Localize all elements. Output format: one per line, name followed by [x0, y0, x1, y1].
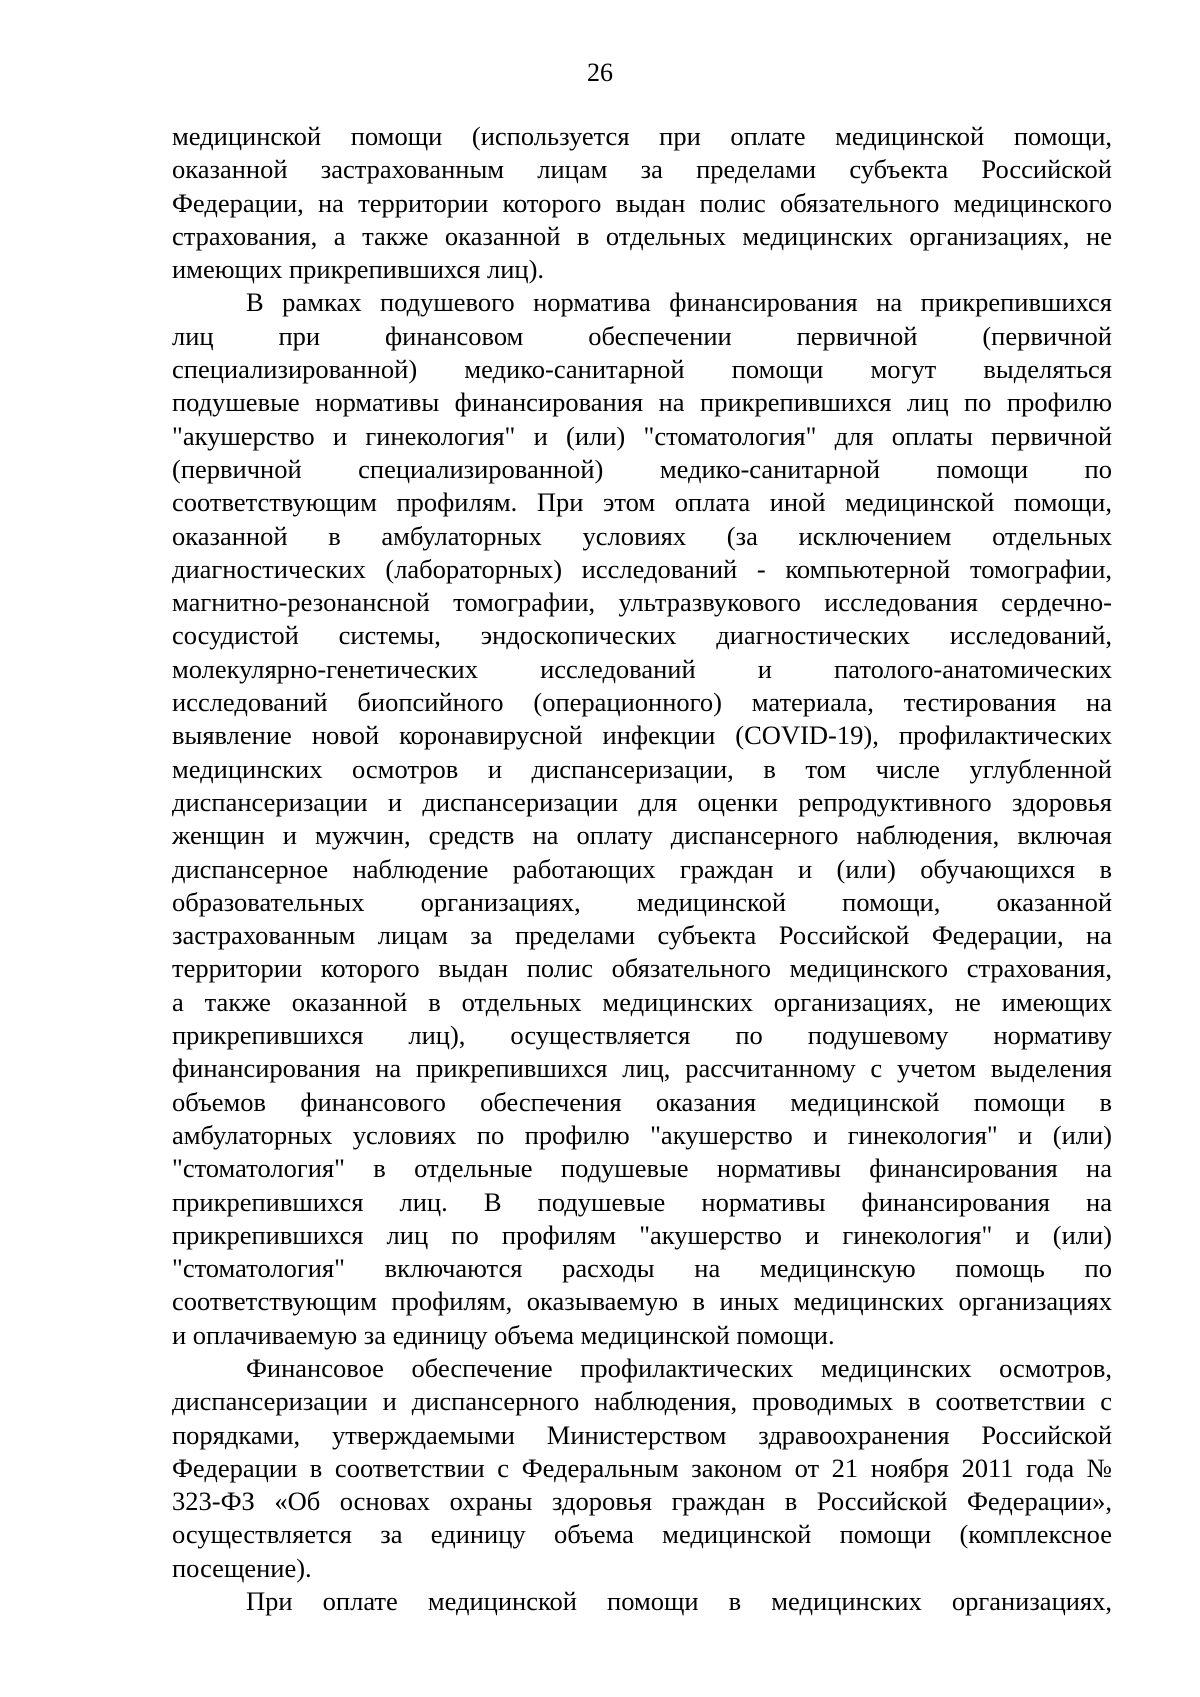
paragraph — [172, 1352, 1112, 1585]
text-line: образовательных организациях, медицинской помощи, оказанной — [172, 886, 1112, 917]
text-line: финансирования на прикрепившихся лиц, рассчитанному с учетом выделения — [172, 1053, 1112, 1084]
text-line: диспансеризации и диспансерного наблюдения, проводимых в соответствии с — [172, 1386, 1112, 1417]
text-line: а также оказанной в отдельных медицинских организациях, не имеющих — [172, 986, 1112, 1017]
text-line: При оплате медицинской помощи в медицинских организациях, — [246, 1586, 1112, 1617]
text-line: диагностических (лабораторных) исследований - компьютерной томографии, — [172, 553, 1112, 584]
text-line: диспансеризации и диспансеризации для оценки репродуктивного здоровья — [172, 786, 1112, 817]
text-line: 323-ФЗ «Об основах охраны здоровья граждан в Российской Федерации», — [172, 1486, 1112, 1517]
text-line: магнитно-резонансной томографии, ультразвукового исследования сердечно- — [172, 587, 1112, 618]
text-line: лиц при финансовом обеспечении первичной (первичной — [172, 320, 1112, 351]
text-line: (первичной специализированной) медико-санитарной помощи по — [172, 453, 1112, 484]
text-line: В рамках подушевого норматива финансирования на прикрепившихся — [246, 287, 1112, 318]
text-line: имеющих прикрепившихся лиц). — [172, 254, 545, 285]
text-line: исследований биопсийного (операционного) материала, тестирования на — [172, 687, 1112, 718]
text-line: посещение). — [172, 1552, 312, 1583]
text-line: территории которого выдан полис обязательного медицинского страхования, — [172, 953, 1112, 984]
text-line: Финансовое обеспечение профилактических медицинских осмотров, — [246, 1352, 1112, 1383]
text-line: специализированной) медико-санитарной помощи могут выделяться — [172, 354, 1112, 385]
text-line: выявление новой коронавирусной инфекции (COVID-19), профилактических — [172, 720, 1112, 751]
text-line: соответствующим профилям, оказываемую в иных медицинских организациях — [172, 1286, 1112, 1317]
text-line: прикрепившихся лиц по профилям "акушерство и гинекология" и (или) — [172, 1219, 1112, 1250]
text-line: соответствующим профилям. При этом оплата иной медицинской помощи, — [172, 487, 1112, 518]
text-line: прикрепившихся лиц), осуществляется по подушевому нормативу — [172, 1020, 1112, 1051]
text-line: оказанной в амбулаторных условиях (за исключением отдельных — [172, 520, 1112, 551]
text-line: молекулярно-генетических исследований и патолого-анатомических — [172, 653, 1112, 684]
text-line: оказанной застрахованным лицам за пределами субъекта Российской — [172, 154, 1112, 185]
text-line: Федерации в соответствии с Федеральным законом от 21 ноября 2011 года № — [172, 1452, 1112, 1483]
text-line: осуществляется за единицу объема медицинской помощи (комплексное — [172, 1519, 1112, 1550]
page-number: 26 — [587, 58, 613, 87]
text-line: застрахованным лицам за пределами субъекта Российской Федерации, на — [172, 920, 1112, 951]
text-line: "стоматология" в отдельные подушевые нормативы финансирования на — [172, 1153, 1112, 1184]
text-line: подушевые нормативы финансирования на прикрепившихся лиц по профилю — [172, 387, 1112, 418]
text-line: порядками, утверждаемыми Министерством здравоохранения Российской — [172, 1419, 1112, 1450]
text-line: "стоматология" включаются расходы на медицинскую помощь по — [172, 1253, 1112, 1284]
text-line: Федерации, на территории которого выдан полис обязательного медицинского — [172, 187, 1112, 218]
paragraph — [172, 1585, 1112, 1618]
text-line: амбулаторных условиях по профилю "акушерство и гинекология" и (или) — [172, 1119, 1112, 1150]
text-line: женщин и мужчин, средств на оплату диспансерного наблюдения, включая — [172, 820, 1112, 851]
text-line: "акушерство и гинекология" и (или) "стоматология" для оплаты первичной — [172, 420, 1112, 451]
text-line: медицинских осмотров и диспансеризации, в том числе углубленной — [172, 753, 1112, 784]
paragraph — [172, 120, 1112, 286]
text-line: прикрепившихся лиц. В подушевые нормативы финансирования на — [172, 1186, 1112, 1217]
text-line: диспансерное наблюдение работающих граждан и (или) обучающихся в — [172, 853, 1112, 884]
text-line: и оплачиваемую за единицу объема медицинской помощи. — [172, 1319, 835, 1350]
document-body — [172, 120, 1112, 1618]
text-line: объемов финансового обеспечения оказания медицинской помощи в — [172, 1086, 1112, 1117]
paragraph — [172, 286, 1112, 1352]
text-line: страхования, а также оказанной в отдельных медицинских организациях, не — [172, 220, 1112, 251]
text-line: медицинской помощи (используется при оплате медицинской помощи, — [172, 121, 1112, 151]
text-line: сосудистой системы, эндоскопических диагностических исследований, — [172, 620, 1112, 651]
